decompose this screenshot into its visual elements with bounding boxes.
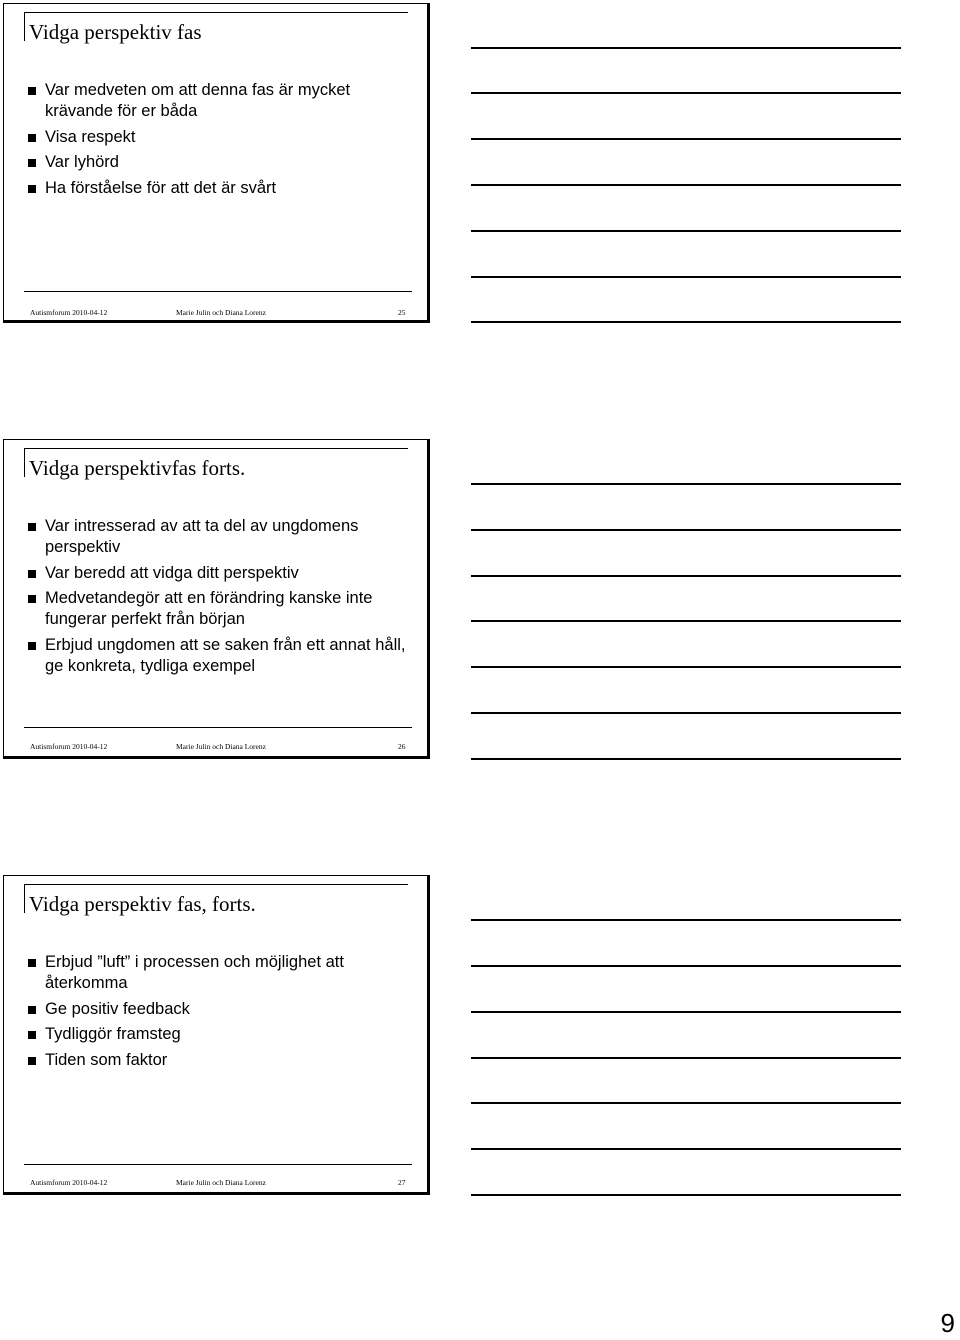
footer-authors: Marie Julin och Diana Lorenz [176, 1178, 266, 1187]
slide-title: Vidga perspektiv fas, forts. [29, 892, 256, 916]
footer-divider [24, 291, 412, 292]
slide-title: Vidga perspektiv fas [29, 20, 202, 44]
list-item: Var lyhörd [28, 152, 408, 173]
list-item: Erbjud ”luft” i processen och möjlighet att återkomma [28, 952, 408, 994]
bullet-list [28, 952, 408, 1075]
note-line [471, 230, 901, 232]
footer-event: Autismforum 2010-04-12 [30, 1178, 108, 1187]
square-bullet-icon [28, 1006, 36, 1014]
note-line [471, 1194, 901, 1196]
bullet-list [28, 80, 408, 203]
note-line [471, 575, 901, 577]
square-bullet-icon [28, 642, 36, 650]
list-item: Tiden som faktor [28, 1050, 408, 1071]
square-bullet-icon [28, 959, 36, 967]
slide-25 [3, 3, 430, 323]
slide-number: 26 [398, 742, 406, 751]
square-bullet-icon [28, 1031, 36, 1039]
slide-number: 25 [398, 308, 406, 317]
note-line [471, 529, 901, 531]
note-line [471, 321, 901, 323]
page-number: 9 [940, 1308, 955, 1338]
square-bullet-icon [28, 570, 36, 578]
note-line [471, 965, 901, 967]
note-line [471, 1102, 901, 1104]
note-line [471, 712, 901, 714]
list-item: Var beredd att vidga ditt perspektiv [28, 563, 408, 584]
square-bullet-icon [28, 134, 36, 142]
slide-26 [3, 439, 430, 759]
slide-title: Vidga perspektivfas forts. [29, 456, 246, 480]
note-line [471, 1057, 901, 1059]
footer-divider [24, 727, 412, 728]
slide-number: 27 [398, 1178, 406, 1187]
footer-event: Autismforum 2010-04-12 [30, 308, 108, 317]
list-item: Var intresserad av att ta del av ungdomens perspektiv [28, 516, 408, 558]
footer-divider [24, 1164, 412, 1165]
list-item: Erbjud ungdomen att se saken från ett annat håll, ge konkreta, tydliga exempel [28, 635, 408, 677]
note-line [471, 666, 901, 668]
footer-authors: Marie Julin och Diana Lorenz [176, 742, 266, 751]
note-line [471, 47, 901, 49]
list-item: Ha förståelse för att det är svårt [28, 178, 408, 199]
list-item: Tydliggör framsteg [28, 1024, 408, 1045]
note-line [471, 620, 901, 622]
note-line [471, 276, 901, 278]
note-line [471, 1148, 901, 1150]
list-item: Visa respekt [28, 127, 408, 148]
slide-27 [3, 875, 430, 1195]
footer-event: Autismforum 2010-04-12 [30, 742, 108, 751]
bullet-list [28, 516, 408, 681]
square-bullet-icon [28, 185, 36, 193]
note-line [471, 1011, 901, 1013]
square-bullet-icon [28, 523, 36, 531]
square-bullet-icon [28, 159, 36, 167]
note-line [471, 92, 901, 94]
square-bullet-icon [28, 87, 36, 95]
square-bullet-icon [28, 595, 36, 603]
square-bullet-icon [28, 1057, 36, 1065]
list-item: Medvetandegör att en förändring kanske inte fungerar perfekt från början [28, 588, 408, 630]
note-line [471, 138, 901, 140]
list-item: Var medveten om att denna fas är mycket krävande för er båda [28, 80, 408, 122]
note-line [471, 483, 901, 485]
note-line [471, 184, 901, 186]
list-item: Ge positiv feedback [28, 999, 408, 1020]
note-line [471, 758, 901, 760]
footer-authors: Marie Julin och Diana Lorenz [176, 308, 266, 317]
note-line [471, 919, 901, 921]
